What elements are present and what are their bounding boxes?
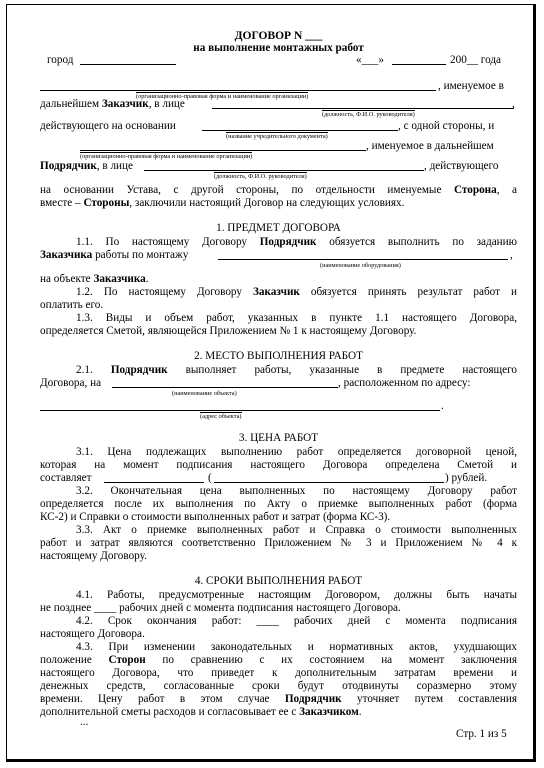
- s4-p41-line1: 4.1. Работы, предусмотренные настоящим Договором, должны быть начаты: [76, 589, 517, 601]
- document-title: ДОГОВОР N ___: [234, 30, 323, 42]
- section3-heading: 3. ЦЕНА РАБОТ: [238, 432, 319, 444]
- party1-doc-field[interactable]: [202, 130, 398, 131]
- address-field[interactable]: [40, 410, 440, 411]
- section2-heading: 2. МЕСТО ВЫПОЛНЕНИЯ РАБОТ: [194, 350, 363, 362]
- s1-p11-a: 1.1. По настоящему Договору: [76, 236, 248, 248]
- party2-org-caption: (организационно-правовая форма и наименование организации): [80, 153, 253, 160]
- s2-p21-end: .: [441, 400, 444, 412]
- equipment-caption: (наименование оборудования): [320, 262, 401, 269]
- s2-p21-c: Договора, на: [40, 377, 102, 389]
- s3-p31-c: составляет: [40, 472, 92, 484]
- s4-p43-e2: уточняет путем составления: [356, 693, 518, 705]
- object-caption: (наименование объекта): [172, 390, 237, 397]
- s3-p31-line2: которая на момент подписания настоящего Договора определена Сметой и: [40, 459, 517, 471]
- s4-p43-b1: положение: [40, 654, 92, 666]
- party2-role: Подрядчик: [40, 160, 97, 172]
- section1-heading: 1. ПРЕДМЕТ ДОГОВОРА: [216, 222, 341, 234]
- date-month-field[interactable]: [392, 64, 446, 65]
- page-number: Стр. 1 из 5: [456, 728, 507, 740]
- party2-text-c: вместе –: [40, 197, 81, 209]
- price-number-field[interactable]: [104, 482, 204, 483]
- s4-p43-role2: Подрядчик: [284, 693, 342, 705]
- party2-acting: , действующего: [424, 160, 499, 172]
- party2-text-d: , заключили настоящий Договор на следующих условиях.: [129, 197, 405, 209]
- party2-in-person: , в лице: [96, 160, 133, 172]
- s1-p11-role2: Заказчика: [40, 249, 93, 261]
- s2-p21-a: 2.1.: [76, 364, 93, 376]
- party1-line-2: [40, 98, 185, 111]
- party1-one-side: , с одной стороны, и: [398, 120, 495, 132]
- s3-p32-line3: КС-2) и Справки о стоимости выполненных работ и затрат (форма КС-3).: [40, 511, 391, 523]
- s4-p43-role: Сторон: [108, 654, 146, 666]
- ellipsis: ...: [80, 716, 89, 728]
- party1-org-caption: (организационно-правовая форма и наименование организации): [136, 93, 309, 100]
- party2-named: , именуемое в дальнейшем: [366, 140, 494, 152]
- party2-org-field[interactable]: [80, 150, 366, 151]
- s3-p32-line1: 3.2. Окончательная цена выполненных по настоящему Договору работ: [76, 485, 517, 497]
- party2-sides: Стороны: [83, 197, 130, 209]
- s2-p21-role: Подрядчик: [110, 364, 168, 376]
- party1-person-caption: (должность, Ф.И.О. руководителя): [322, 111, 415, 118]
- party1-named: , именуемое в: [438, 80, 504, 92]
- party1-role: Заказчик: [101, 98, 149, 110]
- party2-text-a: на основании Устава, с другой стороны, по отдельности именуемые: [40, 184, 442, 196]
- date-day: «___»: [356, 54, 384, 66]
- s2-p21-line1: [40, 364, 517, 377]
- s4-p43-line2: [40, 654, 517, 667]
- s4-p43-line6: [40, 706, 517, 719]
- s4-p43-line1: 4.3. При изменении законодательных и нормативных актов, ухудшающих: [76, 641, 517, 653]
- s1-p12-line1: [40, 286, 517, 299]
- party2-person-field[interactable]: [144, 170, 424, 171]
- party1-doc-caption: (название учредительного документа): [226, 133, 328, 140]
- s1-p11-dot: .: [145, 273, 149, 285]
- s4-p43-line5: [40, 693, 517, 706]
- party1-further: дальнейшем: [40, 98, 100, 110]
- s3-p33-line2: работ и затрат являются соответственно Приложением № 3 и Приложением № 4 к: [40, 537, 517, 549]
- s1-p11-line1: [40, 236, 517, 249]
- s4-p41-line2: не позднее ____ рабочих дней с момента подписания настоящего Договора.: [40, 602, 401, 614]
- s4-p42-line1: 4.2. Срок окончания работ: ____ рабочих дней с момента подписания: [76, 615, 517, 627]
- document-subtitle: на выполнение монтажных работ: [193, 42, 364, 54]
- s1-p12-a: 1.2. По настоящему Договору: [76, 286, 242, 298]
- s4-p43-line4: денежных средств, согласованные сроки будут отодвинуты соразмерно этому: [40, 680, 517, 692]
- price-words-field[interactable]: [214, 482, 444, 483]
- s4-p42-line2: настоящего Договора.: [40, 628, 145, 640]
- s2-p21-b: выполняет работы, указанные в предмете настоящего: [185, 364, 518, 376]
- party1-org-field[interactable]: [40, 90, 436, 91]
- s1-p11-line2: [40, 249, 188, 262]
- party1-person-field[interactable]: [212, 108, 514, 109]
- s3-p31-d: (: [208, 472, 212, 484]
- s1-p11-role3: Заказчика: [93, 273, 146, 285]
- party1-acting: действующего на основании: [40, 120, 176, 132]
- s3-p33-line1: 3.3. Акт о приемке выполненных работ и Справка о стоимости выполненных: [76, 524, 517, 536]
- party2-side: Сторона: [453, 184, 497, 196]
- party2-person-caption: (должность, Ф.И.О. руководителя): [214, 173, 307, 180]
- s1-p11-line3: [40, 273, 149, 286]
- city-field[interactable]: [80, 64, 176, 65]
- s1-p12-role: Заказчик: [253, 286, 300, 298]
- s3-p31-e: ) рублей.: [445, 472, 488, 484]
- s3-p31-line1: 3.1. Цена подлежащих выполнению работ определяется договорной ценой,: [76, 446, 517, 458]
- s4-p43-role3: Заказчиком: [299, 706, 359, 718]
- equipment-field[interactable]: [218, 259, 508, 260]
- city-label: город: [47, 54, 74, 66]
- s1-p11-end: ,: [510, 249, 513, 261]
- party1-in-person: , в лице: [148, 98, 185, 110]
- party2-line-2: [40, 160, 133, 173]
- date-year: 200__ года: [450, 54, 502, 66]
- party2-text-b: , а: [496, 184, 518, 196]
- s1-p11-c: работы по монтажу: [95, 249, 189, 261]
- s4-p43-f1: дополнительной сметы расходов и согласовывает ее с: [40, 706, 297, 718]
- party2-line-4: [40, 197, 517, 210]
- s3-p32-line2: определяется после их выполнения по Акту о приемке выполненных работ (форма: [40, 498, 517, 510]
- party2-line-3: [40, 184, 517, 197]
- s1-p12-line2: оплатить его.: [40, 299, 104, 311]
- s1-p12-b: обязуется принять результат работ и: [310, 286, 518, 298]
- section4-heading: 4. СРОКИ ВЫПОЛНЕНИЯ РАБОТ: [194, 575, 363, 587]
- s4-p43-e1: времени. Цену работ в этом случае: [40, 693, 270, 705]
- s2-p21-d: , расположенном по адресу:: [338, 377, 471, 389]
- s1-p11-b: обязуется выполнить по заданию: [329, 236, 518, 248]
- object-field[interactable]: [112, 387, 338, 388]
- s1-p13-line1: 1.3. Виды и объем работ, указанных в пункте 1.1 настоящего Договора,: [76, 312, 517, 324]
- s4-p43-f2: .: [358, 706, 362, 718]
- s1-p13-line2: определяется Сметой, являющейся Приложением № 1 к настоящему Договору.: [40, 325, 417, 337]
- s4-p43-b2: по сравнению с их состоянием на момент заключения: [162, 654, 517, 666]
- s1-p11-d: на объекте: [40, 273, 91, 285]
- s1-p11-role: Подрядчик: [259, 236, 317, 248]
- s4-p43-line3: настоящего Договора, что приведет к дополнительным затратам времени и: [40, 667, 517, 679]
- s3-p33-line3: настоящему Договору.: [40, 550, 147, 562]
- address-caption: (адрес объекта): [200, 413, 242, 420]
